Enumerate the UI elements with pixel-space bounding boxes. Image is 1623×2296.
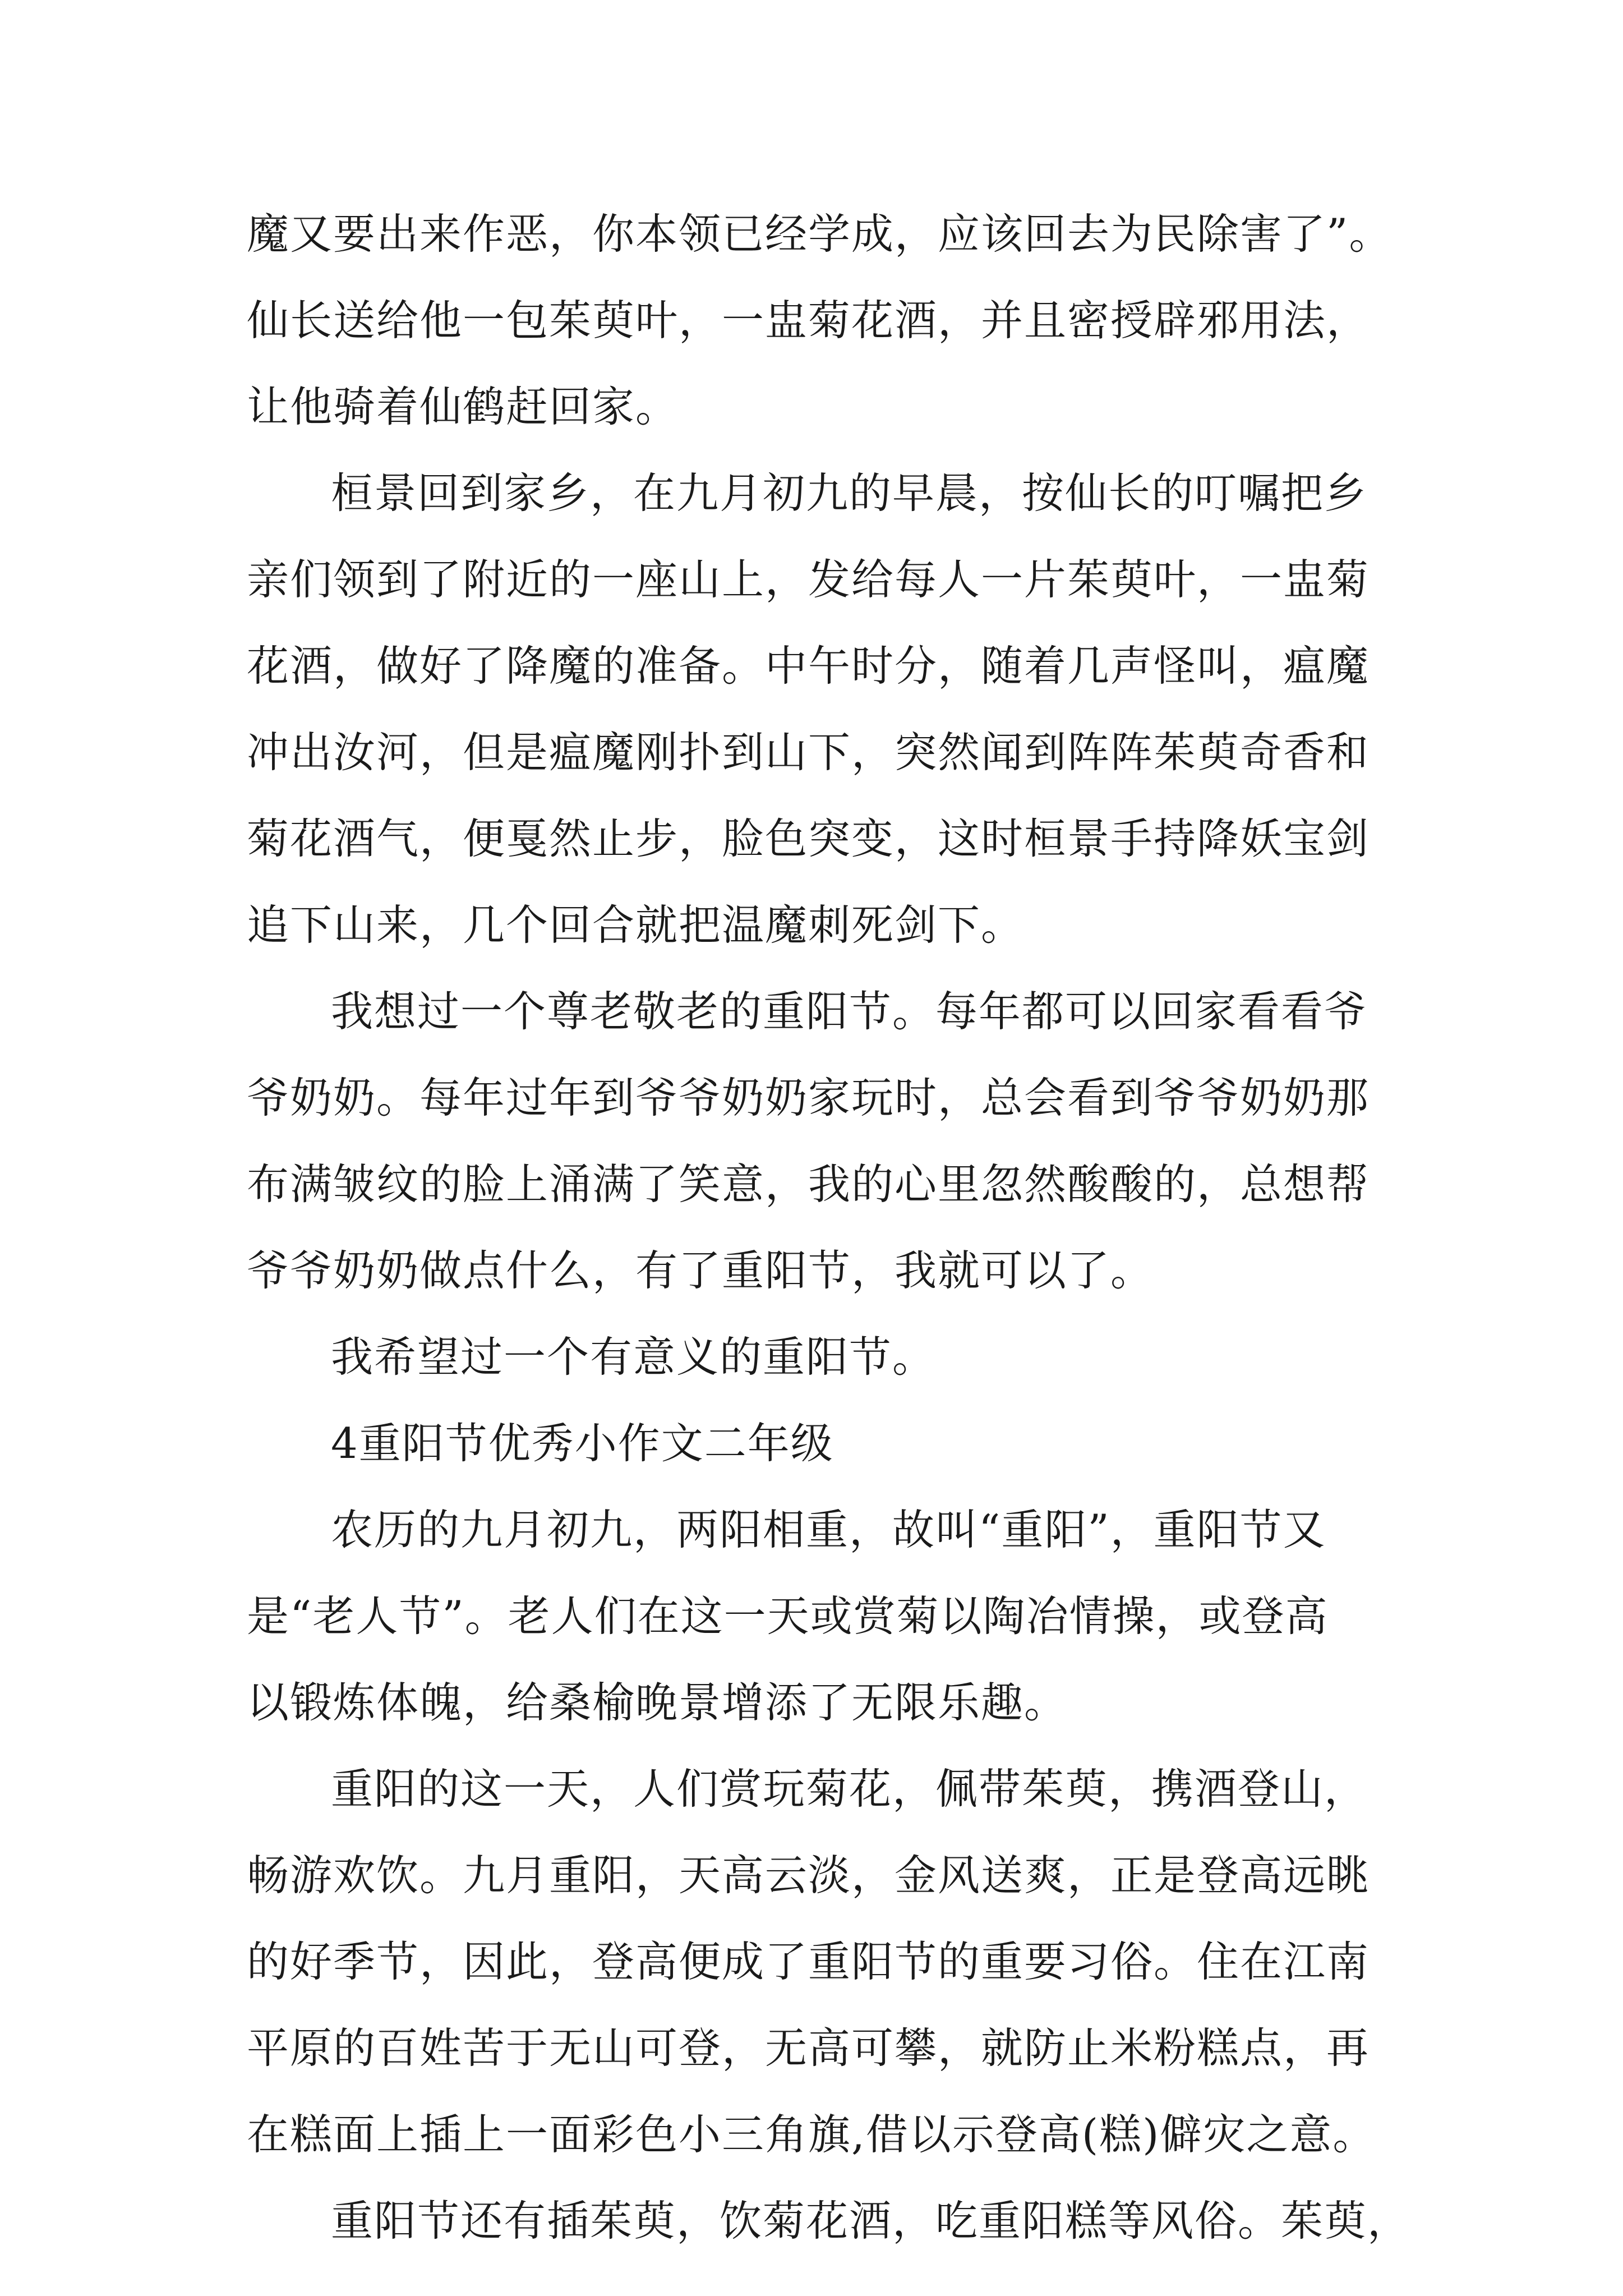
paragraph <box>247 968 1391 1314</box>
text-line: 我希望过一个有意义的重阳节。 <box>331 1332 936 1382</box>
text-line: 在糕面上插上一面彩色小三角旗,借以示登高(糕)僻灾之意。 <box>247 2110 1376 2159</box>
paragraph <box>247 1314 1391 1400</box>
text-line: 以锻炼体魄，给桑榆晚景增添了无限乐趣。 <box>247 1678 1068 1727</box>
document-page <box>247 191 1411 2264</box>
text-line: 魔又要出来作恶，你本领已经学成，应该回去为民除害了”。 <box>247 209 1393 259</box>
text-line: 是“老人节”。老人们在这一天或赏菊以陶冶情操，或登高 <box>247 1591 1329 1641</box>
text-line: 平原的百姓苦于无山可登，无高可攀，就防止米粉糕点，再 <box>247 2023 1370 2073</box>
text-line: 冲出汝河，但是瘟魔刚扑到山下，突然闻到阵阵茱萸奇香和 <box>247 728 1370 777</box>
text-line: 的好季节，因此，登高便成了重阳节的重要习俗。住在江南 <box>247 1937 1370 1986</box>
heading-text: 4重阳节优秀小作文二年级 <box>331 1419 834 1468</box>
text-line: 布满皱纹的脸上涌满了笑意，我的心里忽然酸酸的，总想帮 <box>247 1159 1370 1209</box>
text-line: 花酒，做好了降魔的准备。中午时分，随着几声怪叫，瘟魔 <box>247 641 1370 691</box>
paragraph <box>247 1746 1391 2178</box>
section-heading <box>247 1400 1391 1487</box>
text-line: 爷爷奶奶做点什么，有了重阳节，我就可以了。 <box>247 1246 1154 1295</box>
text-line: 重阳的这一天，人们赏玩菊花，佩带茱萸，携酒登山， <box>331 1764 1368 1814</box>
paragraph <box>247 450 1391 968</box>
text-line: 让他骑着仙鹤赶回家。 <box>247 382 679 431</box>
paragraph <box>247 1487 1391 1746</box>
text-line: 爷奶奶。每年过年到爷爷奶奶家玩时，总会看到爷爷奶奶那 <box>247 1073 1370 1122</box>
text-line: 农历的九月初九，两阳相重，故叫“重阳”，重阳节又 <box>331 1505 1326 1554</box>
paragraph <box>247 191 1391 450</box>
text-line: 菊花酒气，便戛然止步，脸色突变，这时桓景手持降妖宝剑 <box>247 814 1370 863</box>
paragraph <box>247 2178 1411 2264</box>
text-line: 畅游欢饮。九月重阳，天高云淡，金风送爽，正是登高远眺 <box>247 1851 1370 1900</box>
text-line: 重阳节还有插茱萸，饮菊花酒，吃重阳糕等风俗。茱萸， <box>331 2196 1411 2246</box>
text-line: 追下山来，几个回合就把温魔刺死剑下。 <box>247 900 1025 950</box>
text-line: 我想过一个尊老敬老的重阳节。每年都可以回家看看爷 <box>331 987 1368 1036</box>
text-line: 桓景回到家乡，在九月初九的早晨，按仙长的叮嘱把乡 <box>331 468 1368 518</box>
text-line: 仙长送给他一包茱萸叶，一盅菊花酒，并且密授辟邪用法， <box>247 296 1370 345</box>
text-line: 亲们领到了附近的一座山上，发给每人一片茱萸叶，一盅菊 <box>247 555 1370 604</box>
